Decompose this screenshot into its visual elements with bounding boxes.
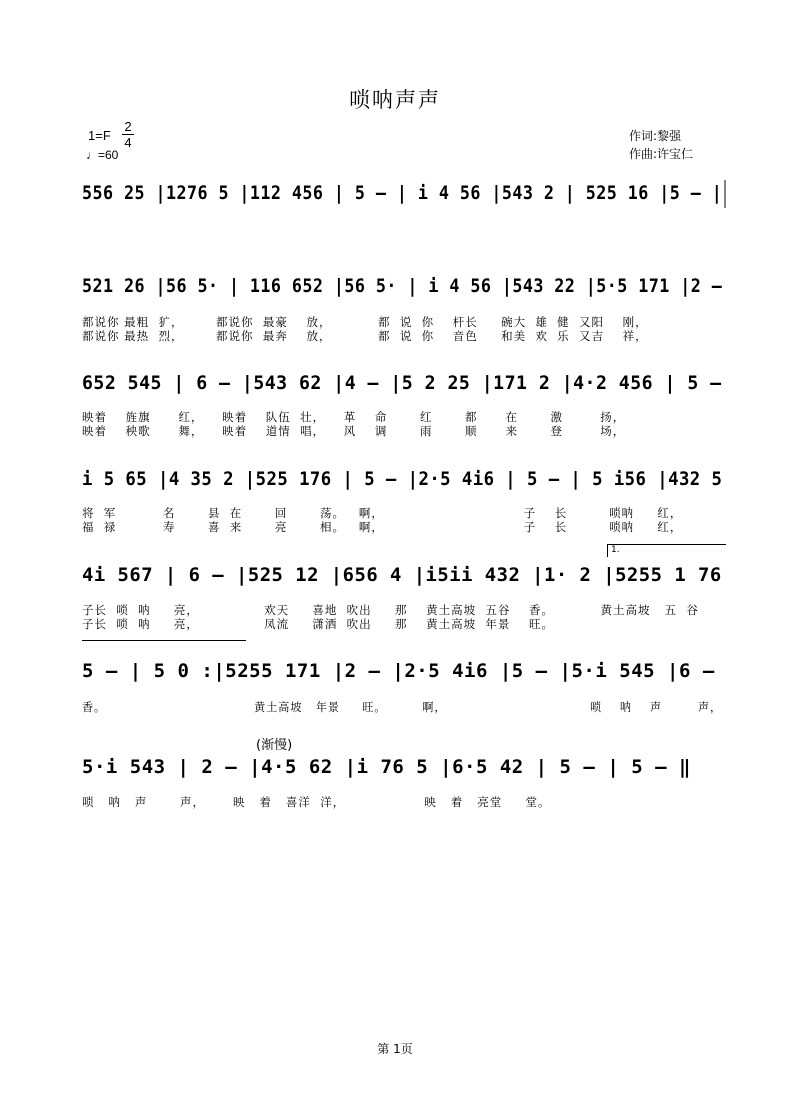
volta-bracket <box>607 544 726 557</box>
staff-system-1 <box>82 178 730 208</box>
time-signature-top: 2 <box>124 119 132 134</box>
staff-system-4 <box>82 464 730 494</box>
notation-line: 5 – | 5 0 :|5255 171 |2 – |2·5 4i6 |5 – |5·i 545 |6 – <box>82 660 715 682</box>
lyric-line: 映着 旌旗 红， 映着 队伍 壮， 革 命 红 都 在 激 扬， <box>82 410 626 424</box>
tempo-marking <box>86 148 118 162</box>
notation-line: i 5 65 |4 35 2 |525 176 | 5 – |2·5 4i6 | 5 – | 5 i56 |432 5 <box>82 468 723 490</box>
volta-label: 1. <box>611 545 620 555</box>
time-signature-bottom: 4 <box>124 135 132 150</box>
notation-line: 556 25 |1276 5 |112 456 | 5 – | i 4 56 |543 2 | 525 16 |5 – | <box>82 182 723 204</box>
notation-line: 4i 567 | 6 – |525 12 |656 4 |i5ii 432 |1· 2 |5255 1 76 <box>82 564 722 586</box>
lyricist-credit: 作词:黎强 <box>629 129 682 143</box>
staff-system-5 <box>82 560 730 590</box>
page-number: 第 1页 <box>377 1042 413 1056</box>
notation-line: 5·i 543 | 2 – |4·5 62 |i 76 5 |6·5 42 | 5 – | 5 – ‖ <box>82 756 691 778</box>
lyric-line: 子长 唢 呐 亮， 凤流 潇洒 吹出 那 黄土高坡 年景 旺。 <box>82 617 554 631</box>
lyric-line: 将 军 名 县 在 回 荡。 啊， 子 长 唢呐 红， <box>82 506 683 520</box>
tempo-value: =60 <box>98 148 119 162</box>
lyric-line: 香。 黄土高坡 年景 旺。 啊， 唢 呐 声 声， <box>82 700 723 714</box>
lyric-line: 子长 唢 呐 亮， 欢天 喜地 吹出 那 黄土高坡 五谷 香。 黄土高坡 五 谷 <box>82 603 699 617</box>
time-signature <box>121 119 135 150</box>
tempo-annotation: (渐慢) <box>256 738 293 753</box>
lyric-line: 福 禄 寿 喜 来 亮 相。 啊， 子 长 唢呐 红， <box>82 520 683 534</box>
lyric-line: 都说你 最粗 犷， 都说你 最豪 放， 都 说 你 杆长 碗大 雄 健 又阳 刚， <box>82 315 648 329</box>
lyric-line: 映着 秧歌 舞， 映着 道情 唱， 风 调 雨 顺 来 登 场， <box>82 424 626 438</box>
staff-system-3 <box>82 368 730 398</box>
song-title: 唢呐声声 <box>349 88 441 112</box>
key-signature: 1=F <box>88 128 111 143</box>
staff-system-6 <box>82 656 730 686</box>
quarter-note-icon: ♩ <box>86 148 98 162</box>
notation-line: 652 545 | 6 – |543 62 |4 – |5 2 25 |171 2 |4·2 456 | 5 – <box>82 372 722 394</box>
lyric-line: 都说你 最热 烈， 都说你 最奔 放， 都 说 你 音色 和美 欢 乐 又吉 祥， <box>82 329 648 343</box>
composer-credit: 作曲:许宝仁 <box>629 147 694 161</box>
notation-line: 521 26 |56 5· | 116 652 |56 5· | i 4 56 |543 22 |5·5 171 |2 – <box>82 275 723 297</box>
repeat-bracket-line <box>82 640 246 641</box>
staff-system-2 <box>82 271 730 301</box>
staff-system-7 <box>82 752 730 782</box>
lyric-line: 唢 呐 声 声， 映 着 喜洋 洋， 映 着 亮堂 堂。 <box>82 795 551 809</box>
